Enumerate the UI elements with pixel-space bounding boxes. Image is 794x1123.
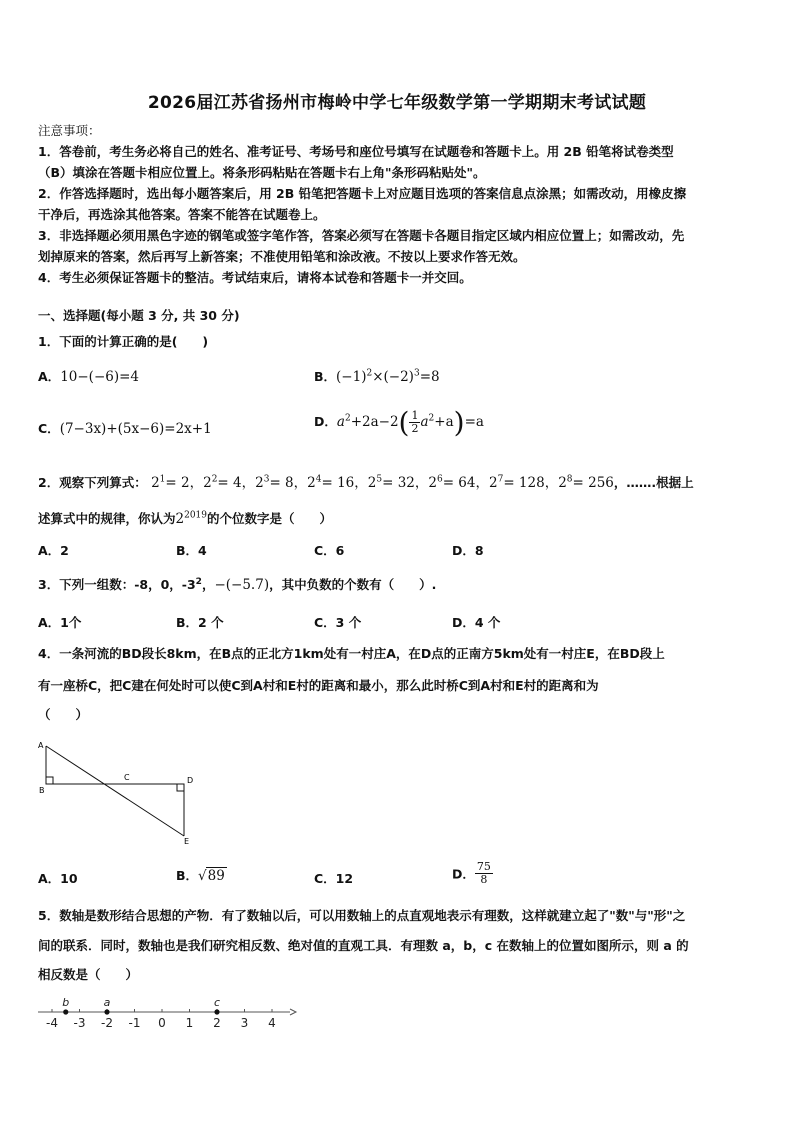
q2-option-d[interactable]: D．8 bbox=[452, 543, 484, 558]
question-5-line-3: 相反数是（ ） bbox=[38, 967, 139, 982]
notes-heading: 注意事项： bbox=[38, 123, 101, 138]
note-line: 4．考生必须保证答题卡的整洁。考试结束后，请将本试卷和答题卡一并交回。 bbox=[38, 270, 472, 285]
option-d-expr: $a^2+2a-2$( $\frac{1}{2}$ $a^2+a)=a$ bbox=[336, 406, 484, 439]
point-label-c: c bbox=[213, 996, 221, 1009]
q4-option-d[interactable] bbox=[452, 861, 493, 886]
option-label: B． bbox=[314, 369, 337, 384]
power-item: $2^8= 256$ bbox=[558, 474, 614, 491]
point-label-a: a bbox=[103, 996, 111, 1009]
label-a: A bbox=[38, 741, 44, 750]
bridge-diagram bbox=[34, 736, 204, 848]
q2-option-c[interactable]: C．6 bbox=[314, 543, 345, 558]
tick-label: 3 bbox=[240, 1016, 249, 1030]
math-expr: −(−5.7) bbox=[214, 577, 270, 593]
option-label: D． bbox=[452, 866, 475, 882]
question-5-line-2: 间的联系．同时，数轴也是我们研究相反数、绝对值的直观工具．有理数 a，b，c 在数轴上的位置如图所示，则 a 的 bbox=[38, 938, 689, 953]
expr-part: =a bbox=[464, 414, 484, 430]
note-line: 3．非选择题必须用黑色字迹的钢笔或签字笔作答，答案必须写在答题卡各题目指定区域内相应位置上；如需改动，先 bbox=[38, 228, 685, 243]
power-item: $2^1= 2$ bbox=[151, 474, 190, 491]
question-text: ， bbox=[201, 577, 215, 592]
number-line bbox=[36, 990, 298, 1032]
expr-part: =8 bbox=[419, 369, 440, 385]
tick-label: 1 bbox=[185, 1016, 194, 1030]
right-angle-d bbox=[177, 784, 184, 791]
right-angle-b bbox=[46, 777, 53, 784]
question-text: 述算式中的规律，你认为 bbox=[38, 511, 176, 526]
question-2-line-1 bbox=[38, 472, 758, 494]
point-a bbox=[104, 1009, 109, 1014]
expr-part: ×(−2) bbox=[372, 369, 414, 385]
expr-part: (−1) bbox=[336, 369, 367, 385]
point-c bbox=[214, 1009, 219, 1014]
q3-option-b[interactable]: B．2 个 bbox=[176, 615, 224, 630]
expr-part: +a bbox=[434, 414, 454, 430]
note-line: 1．答卷前，考生务必将自己的姓名、准考证号、考场号和座位号填写在试题卷和答题卡上。用 2B 铅笔将试卷类型 bbox=[38, 144, 674, 159]
tick-label: 0 bbox=[158, 1016, 166, 1030]
page-title: 2026届江苏省扬州市梅岭中学七年级数学第一学期期末考试试题 bbox=[147, 93, 647, 113]
exponent: 2 bbox=[344, 413, 351, 424]
expr-part: +2a−2 bbox=[350, 414, 399, 430]
power-item: $2^4= 16$ bbox=[307, 474, 355, 491]
question-4-line-3: （ ） bbox=[38, 707, 89, 722]
q4-option-b[interactable] bbox=[176, 866, 227, 884]
q1-option-a[interactable] bbox=[38, 367, 139, 385]
note-line: 2．作答选择题时，选出每小题答案后，用 2B 铅笔把答题卡上对应题目选项的答案信息点涂黑；如需改动，用橡皮擦 bbox=[38, 186, 687, 201]
question-text: 的个位数字是（ ） bbox=[207, 511, 333, 526]
tick-label: -2 bbox=[101, 1016, 113, 1030]
note-line: （B）填涂在答题卡相应位置上。将条形码粘贴在答题卡右上角"条形码粘贴处"。 bbox=[38, 165, 486, 180]
fraction: $\frac{1}{2}$ bbox=[411, 409, 419, 435]
power-item: $2^7= 128$ bbox=[488, 474, 545, 491]
expr-part: a bbox=[336, 414, 345, 430]
tick-label: 2 bbox=[213, 1016, 221, 1030]
label-c: C bbox=[124, 773, 130, 782]
fraction: $\frac{75}{8}$ bbox=[476, 860, 491, 886]
option-label: B． bbox=[176, 868, 199, 883]
option-label: A． bbox=[38, 369, 61, 384]
q1-option-d[interactable] bbox=[314, 406, 484, 439]
q3-option-a[interactable]: A．1个 bbox=[38, 615, 82, 630]
power-item: $2^6= 64$ bbox=[428, 474, 476, 491]
tick-label: -1 bbox=[128, 1016, 141, 1030]
question-3-stem bbox=[38, 574, 758, 596]
tick-label: -3 bbox=[73, 1016, 86, 1030]
power-item: $2^2= 4$ bbox=[203, 474, 242, 491]
q1-option-c[interactable] bbox=[38, 419, 212, 437]
q3-option-c[interactable]: C．3 个 bbox=[314, 615, 362, 630]
note-line: 划掉原来的答案，然后再写上新答案；不准使用铅笔和涂改液。不按以上要求作答无效。 bbox=[38, 249, 526, 264]
point-b bbox=[63, 1009, 68, 1014]
option-b-expr bbox=[336, 369, 440, 385]
power-item: $2^3= 8$ bbox=[255, 474, 294, 491]
label-b: B bbox=[39, 786, 45, 795]
question-4-line-2: 有一座桥C，把C建在何处时可以使C到A村和E村的距离和最小，那么此时桥C到A村和E村的距离和为 bbox=[38, 678, 599, 693]
power-item: $2^5= 32$ bbox=[367, 474, 415, 491]
question-1-stem: 1．下面的计算正确的是( ) bbox=[38, 334, 209, 349]
option-a-expr: 10−(−6)=4 bbox=[60, 369, 140, 385]
question-5-line-1: 5．数轴是数形结合思想的产物．有了数轴以后，可以用数轴上的点直观地表示有理数，这样就建立起了"数"与"形"之 bbox=[38, 908, 686, 923]
question-text: ，…….根据上 bbox=[613, 475, 694, 490]
q4-option-c[interactable]: C．12 bbox=[314, 871, 354, 886]
question-text: 2．观察下列算式： bbox=[38, 475, 147, 490]
q2-option-b[interactable]: B．4 bbox=[176, 543, 207, 558]
axis-arrow bbox=[290, 1009, 296, 1015]
q2-option-a[interactable]: A．2 bbox=[38, 543, 69, 558]
point-label-b: b bbox=[62, 996, 70, 1009]
section-heading: 一、选择题(每小题 3 分, 共 30 分) bbox=[38, 308, 240, 323]
expr-part: a bbox=[420, 414, 429, 430]
question-text: ，其中负数的个数有（ ）. bbox=[269, 577, 437, 592]
sqrt-expr: √89 bbox=[198, 868, 225, 884]
exponent: 3 bbox=[413, 368, 420, 379]
question-4-line-1: 4．一条河流的BD段长8km，在B点的正北方1km处有一村庄A，在D点的正南方5km处有一村庄E，在BD段上 bbox=[38, 646, 665, 661]
label-d: D bbox=[187, 776, 194, 785]
power-sequence: $2^1= 2$，$2^2= 4$，$2^3= 8$，$2^4= 16$，$2^5= 32$，$2^6= 64$，$2^7= 128$，$2^8= 256$ bbox=[151, 474, 614, 491]
question-2-line-2 bbox=[38, 508, 758, 530]
tick-label: 4 bbox=[268, 1016, 276, 1030]
power-expr: $2^{2019}$ bbox=[175, 510, 208, 527]
label-e: E bbox=[184, 837, 190, 846]
q3-option-d[interactable]: D．4 个 bbox=[452, 615, 501, 630]
q1-option-b[interactable] bbox=[314, 367, 440, 385]
note-line: 干净后，再选涂其他答案。答案不能答在试题卷上。 bbox=[38, 207, 326, 222]
exponent: 2 bbox=[428, 413, 435, 424]
notes-block bbox=[38, 120, 758, 288]
q4-option-a[interactable]: A．10 bbox=[38, 871, 78, 886]
tick-label: -4 bbox=[46, 1016, 58, 1030]
question-text: 3．下列一组数：-8，0，-3 bbox=[38, 577, 196, 592]
exponent: 2 bbox=[195, 576, 202, 587]
option-label: D． bbox=[314, 414, 337, 429]
exponent: 2 bbox=[366, 368, 373, 379]
option-c-expr: (7−3x)+(5x−6)=2x+1 bbox=[59, 421, 212, 437]
option-label: C． bbox=[38, 421, 60, 436]
segment-ae bbox=[46, 746, 184, 836]
